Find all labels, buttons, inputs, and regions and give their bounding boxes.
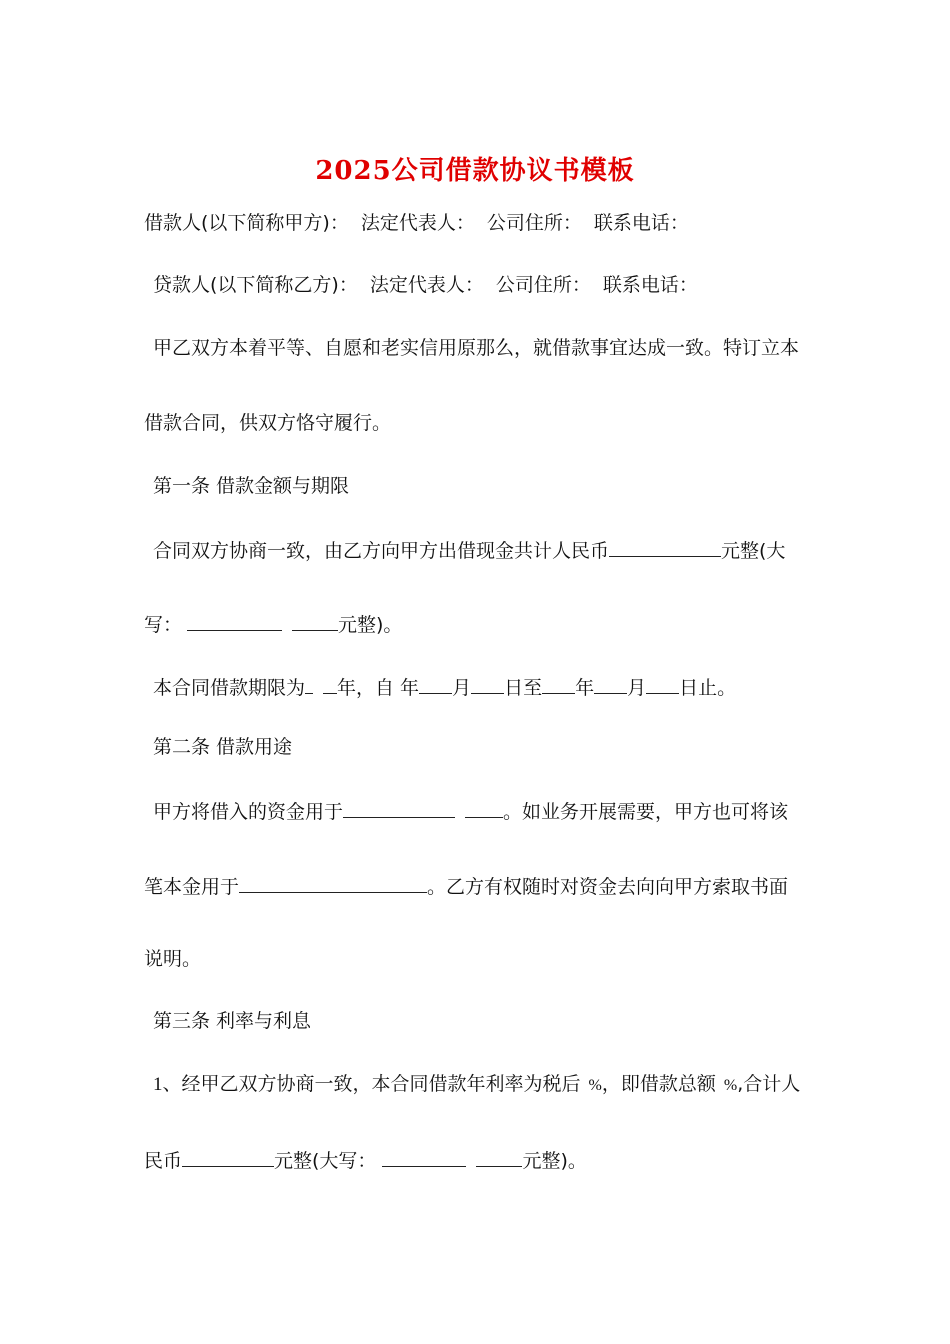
end-day-blank [646,673,679,694]
term-month-1: 月 [452,677,472,699]
start-day-blank [471,673,504,694]
rate-words-unit: 元整)。 [522,1150,587,1172]
amount-words-blank-1 [187,610,282,631]
lender-phone-label: 联系电话： [602,274,698,296]
term-to: 日至 [504,677,543,699]
amount-words-unit: 元整)。 [338,614,403,636]
end-month-blank [594,673,627,694]
borrower-name-label: 借款人(以下简称甲方)： [144,212,349,234]
start-month-blank [419,673,452,694]
article-1-amount-line [153,536,785,563]
interest-words-blank-1 [382,1146,466,1167]
use-label: 甲方将借入的资金用于 [153,801,344,823]
end-year-blank [542,673,575,694]
article-2-heading: 第二条 借款用途 [153,736,293,758]
article-3-heading: 第三条 利率与利息 [153,1010,312,1032]
article-3-rate-line-1 [153,1072,800,1098]
rate-words-label: 元整(大写： [274,1150,377,1172]
preamble-line-2: 借款合同，供双方恪守履行。 [144,412,392,434]
term-from-year: 年，自 年 [337,677,420,699]
document-title: 2025公司借款协议书模板 [315,156,635,186]
rate-item-number: 1 [153,1074,163,1095]
lender-address-label: 公司住所： [495,274,591,296]
use-text-3: 。乙方有权随时对资金去向向甲方索取书面 [427,876,789,898]
article-2-use-line-3: 说明。 [144,948,202,970]
borrower-address-label: 公司住所： [486,212,582,234]
rate-currency: 民币 [144,1150,183,1172]
term-label: 本合同借款期限为 [153,677,306,699]
amount-words-blank-2 [292,610,338,631]
term-end: 日止。 [679,677,737,699]
interest-words-blank-2 [476,1146,522,1167]
article-1-amount-words-line [144,610,402,637]
use-alt-blank [239,872,427,893]
use-alt-label: 笔本金用于 [144,876,240,898]
term-year-2: 年 [575,677,595,699]
lender-name-label: 贷款人(以下简称乙方)： [153,274,358,296]
borrower-phone-label: 联系电话： [593,212,689,234]
preamble-line-1: 甲乙双方本着平等、自愿和老实信用原那么，就借款事宜达成一致。特订立本 [153,337,800,359]
article-2-use-line-1 [153,797,788,824]
lender-line [153,273,698,297]
borrower-rep-label: 法定代表人： [360,212,475,234]
rate-percent-1: % [588,1077,602,1094]
use-blank-2 [465,797,503,818]
borrower-line [144,211,689,235]
rate-text-2: ，即借款总额 [601,1073,716,1095]
article-3-rate-line-2 [144,1146,587,1173]
term-month-2: 月 [627,677,647,699]
amount-words-label: 写： [144,614,183,636]
term-years-blank-1 [305,673,313,694]
term-years-blank-2 [323,673,337,694]
lender-rep-label: 法定代表人： [369,274,484,296]
amount-blank [609,536,721,557]
interest-amount-blank [182,1146,274,1167]
rate-text-3: ,合计人 [737,1073,801,1095]
article-2-use-line-2 [144,872,788,899]
article-1-heading: 第一条 借款金额与期限 [153,475,350,497]
article-1-term-line [153,673,736,700]
use-blank-1 [343,797,455,818]
use-text-2: 。如业务开展需要，甲方也可将该 [503,801,789,823]
rate-text: 、经甲乙双方协商一致，本合同借款年利率为税后 [162,1073,581,1095]
rate-percent-2: % [723,1077,738,1094]
article-1-amount-text: 合同双方协商一致，由乙方向甲方出借现金共计人民币 [153,540,610,562]
article-1-amount-unit: 元整(大 [721,540,786,562]
